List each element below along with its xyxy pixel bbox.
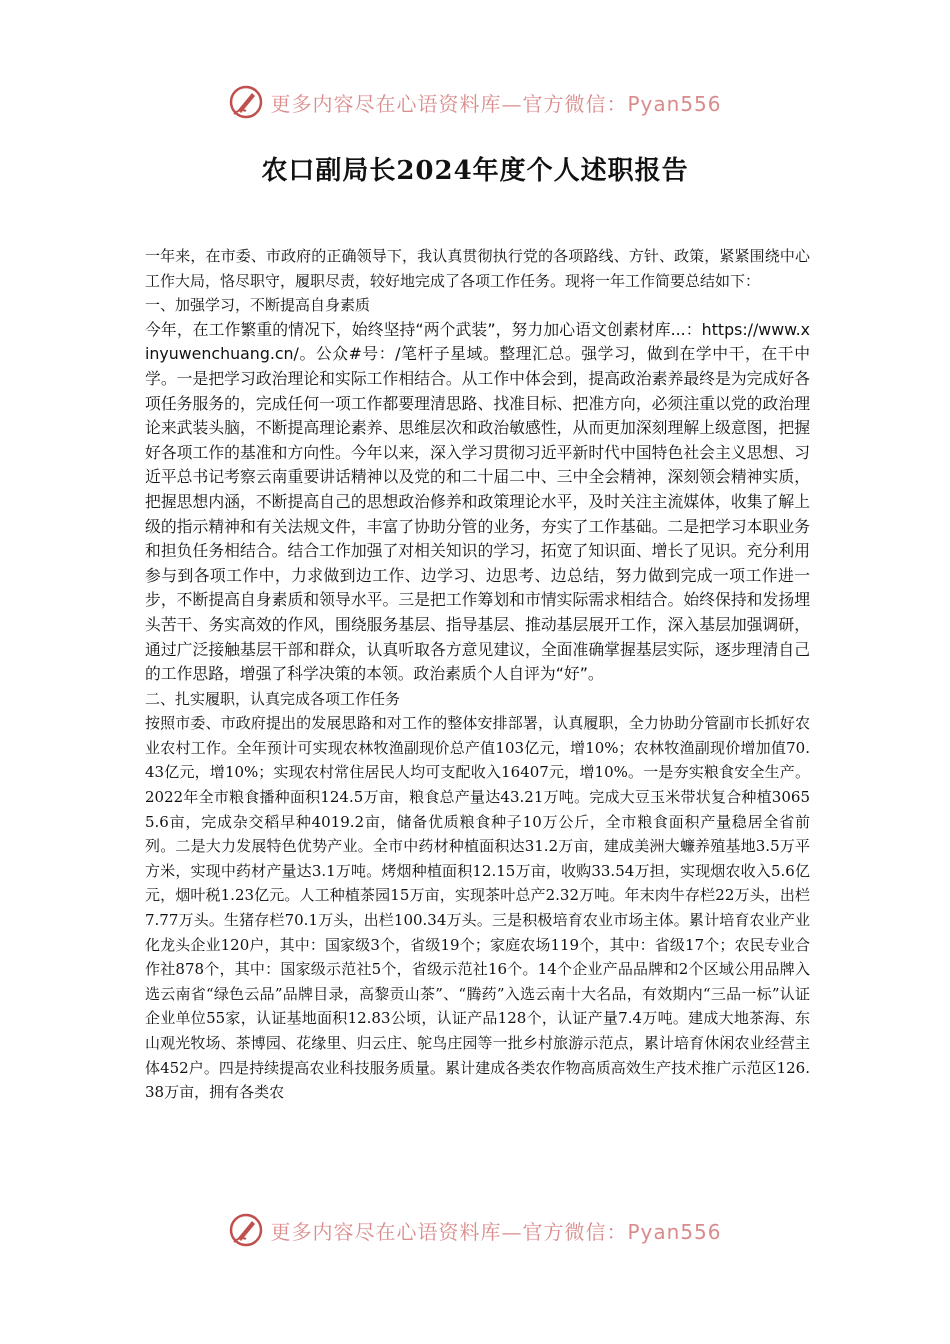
section1-paragraph: 今年，在工作繁重的情况下，始终坚持“两个武装”，努力加心语文创素材库...：https://www.xinyuwenchuang.cn/。公众#号：/笔杆子星域。整理汇总。强学习，做到在学中干，在干中学。一是把学习政治理论和实际工作相结合。从工作中体会到，提高政治素养最终是为完成好各项任务服务的，完成任何一项工作都要理清思路、找准目标、把准方向，必须注重以党的政治理论来武装头脑，不断提高理论素养、思维层次和政治敏感性，从而更加深刻理解上级意图，把握好各项工作的基准和方向性。今年以来，深入学习贯彻习近平新时代中国特色社会主义思想、习近平总书记考察云南重要讲话精神以及党的和二十届二中、三中全会精神，深刻领会精神实质，把握思想内涵，不断提高自己的思想政治修养和政策理论水平，及时关注主流媒体，收集了解上级的指示精神和有关法规文件，丰富了协助分管的业务，夯实了工作基础。二是把学习本职业务和担负任务相结合。结合工作加强了对相关知识的学习，拓宽了知识面、增长了见识。充分利用参与到各项工作中，力求做到边工作、边学习、边思考、边总结，努力做到完成一项工作进一步，不断提高自身素质和领导水平。三是把工作筹划和市情实际需求相结合。始终保持和发扬埋头苦干、务实高效的作风，围绕服务基层、指导基层、推动基层展开工作，深入基层加强调研，通过广泛接触基层干部和群众，认真听取各方意见建议，全面准确掌握基层实际，逐步理清自己的工作思路，增强了科学决策的本领。政治素质个人自评为“好”。 [145, 319, 810, 684]
document-title: 农口副局长2024年度个人述职报告 [261, 156, 689, 186]
watermark-banner-top [0, 80, 950, 124]
pen-circle-logo-icon [228, 1212, 264, 1248]
document-body [145, 244, 810, 1105]
banner-text: 更多内容尽在心语资料库—官方微信：Pyan556 [270, 1219, 722, 1244]
banner-text: 更多内容尽在心语资料库—官方微信：Pyan556 [270, 91, 722, 116]
intro-paragraph: 一年来，在市委、市政府的正确领导下，我认真贯彻执行党的各项路线、方针、政策，紧紧围绕中心工作大局，恪尽职守，履职尽责，较好地完成了各项工作任务。现将一年工作简要总结如下： [145, 247, 810, 290]
section2-paragraph: 按照市委、市政府提出的发展思路和对工作的整体安排部署，认真履职，全力协助分管副市长抓好农业农村工作。全年预计可实现农林牧渔副现价总产值103亿元，增10%；农林牧渔副现价增加值70.43亿元，增10%；实现农村常住居民人均可支配收入16407元，增10%。一是夯实粮食安全生产。2022年全市粮食播种面积124.5万亩，粮食总产量达43.21万吨。完成大豆玉米带状复合种植30655.6亩，完成杂交稻早种4019.2亩，储备优质粮食种子10万公斤，全市粮食面积产量稳居全省前列。二是大力发展特色优势产业。全市中药材种植面积达31.2万亩，建成美洲大蠊养殖基地3.5万平方米，实现中药材产量达3.1万吨。烤烟种植面积12.15万亩，收购33.54万担，实现烟农收入5.6亿元，烟叶税1.23亿元。人工种植茶园15万亩，实现茶叶总产2.32万吨。年末肉牛存栏22万头，出栏7.77万头。生猪存栏70.1万头，出栏100.34万头。三是积极培育农业市场主体。累计培育农业产业化龙头企业120户，其中：国家级3个，省级19个；家庭农场119个，其中：省级17个；农民专业合作社878个，其中：国家级示范社5个，省级示范社16个。14个企业产品品牌和2个区域公用品牌入选云南省“绿色云品”品牌目录，高黎贡山茶”、“腾药”入选云南十大名品，有效期内“三品一标”认证企业单位55家，认证基地面积12.83公顷，认证产品128个，认证产量7.4万吨。建成大地茶海、东山观光牧场、茶博园、花缘里、归云庄、鸵鸟庄园等一批乡村旅游示范点，累计培育休闲农业经营主体452户。四是持续提高农业科技服务质量。累计建成各类农作物高质高效生产技术推广示范区126.38万亩，拥有各类农 [145, 714, 810, 1102]
section2-heading: 二、扎实履职，认真完成各项工作任务 [145, 689, 401, 708]
watermark-banner-bottom [0, 1208, 950, 1252]
section1-heading: 一、加强学习，不断提高自身素质 [145, 296, 371, 315]
pen-circle-logo-icon [228, 84, 264, 120]
